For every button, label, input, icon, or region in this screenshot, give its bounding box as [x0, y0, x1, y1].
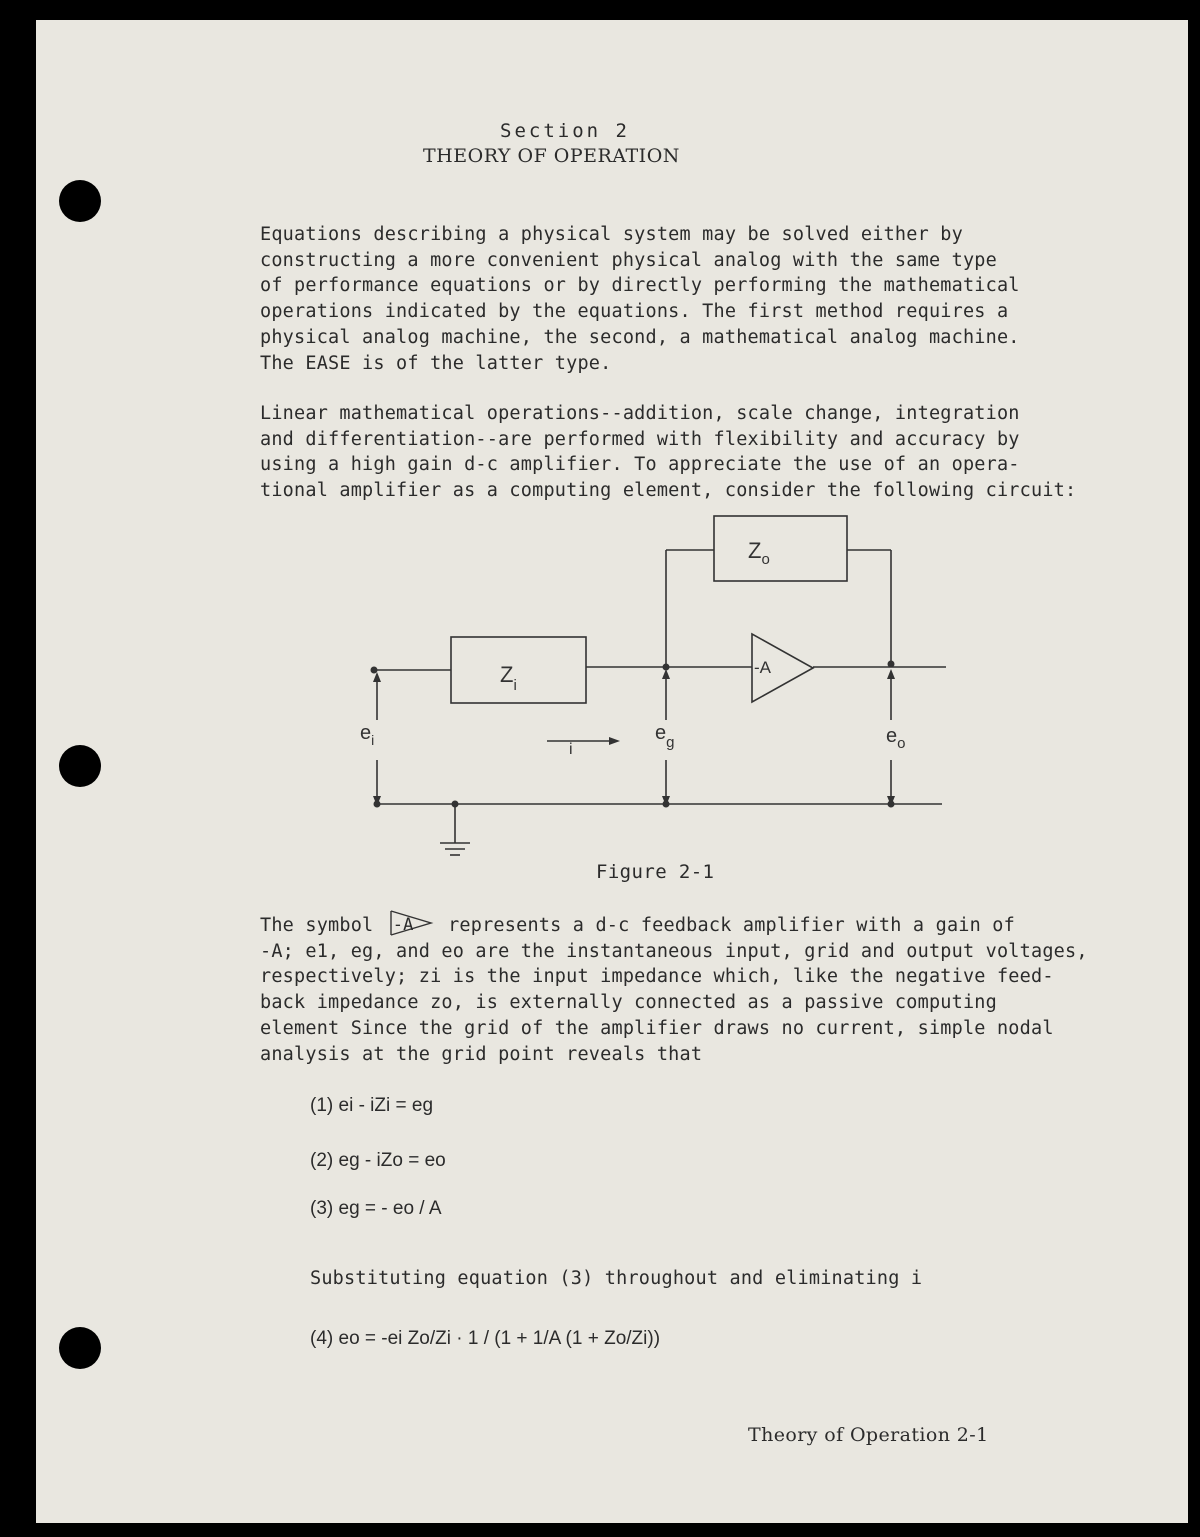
page-footer: Theory of Operation 2-1	[748, 1424, 989, 1446]
text-line: tional amplifier as a computing element, consider the following circuit:	[260, 480, 1077, 502]
text-line: -A; e1, eg, and eo are the instantaneous input, grid and output voltages,	[260, 940, 1088, 962]
text-segment: represents a d-c feedback amplifier with a gain of	[448, 915, 1015, 936]
text-line: of performance equations or by directly performing the mathematical	[260, 275, 1020, 297]
equation-1: (1) ei - iZi = eg	[310, 1095, 434, 1116]
paragraph-symbol	[260, 913, 1088, 1067]
equation-2: (2) eg - iZo = eo	[310, 1150, 446, 1171]
section-label: Section 2	[500, 120, 630, 142]
equation-4: (4) eo = -ei Zo/Zi · 1 / (1 + 1/A (1 + Zo/Zi))	[310, 1328, 661, 1349]
text-line: and differentiation--are performed with flexibility and accuracy by	[260, 428, 1020, 450]
text-line: element Since the grid of the amplifier draws no current, simple nodal	[260, 1017, 1054, 1039]
text-line: physical analog machine, the second, a mathematical analog machine.	[260, 326, 1020, 348]
text-line: operations indicated by the equations. The first method requires a	[260, 301, 1009, 323]
ei-label: $e_i$	[360, 722, 375, 748]
text-segment: The symbol	[260, 915, 374, 936]
page-title: THEORY OF OPERATION	[423, 145, 680, 167]
feedback-impedance-box	[714, 516, 847, 581]
zo-label: $Z_o$	[748, 538, 770, 568]
text-line: using a high gain d-c amplifier. To appreciate the use of an opera-	[260, 454, 1020, 476]
text-line: constructing a more convenient physical analog with the same type	[260, 249, 997, 271]
input-impedance-box	[451, 637, 586, 703]
current-label: i	[569, 741, 573, 758]
text-line: Equations describing a physical system may be solved either by	[260, 224, 963, 245]
zi-label: $Z_i$	[500, 662, 517, 694]
text-line: The EASE is of the latter type.	[260, 352, 612, 374]
amplifier-label: -A	[754, 658, 771, 677]
text-line: back impedance zo, is externally connected as a passive computing	[260, 992, 997, 1014]
figure-caption: Figure 2-1	[596, 861, 715, 883]
substituting-text: Substituting equation (3) throughout and eliminating i	[310, 1268, 923, 1289]
eo-label: $e_o$	[886, 725, 906, 752]
text-line: respectively; zi is the input impedance which, like the negative feed-	[260, 966, 1054, 988]
amplifier-symbol-icon: -A	[387, 913, 435, 937]
text-line: analysis at the grid point reveals that	[260, 1043, 703, 1065]
eg-label: $e_g$	[655, 722, 675, 751]
text-line: Linear mathematical operations--addition, scale change, integration	[260, 403, 1020, 424]
equation-3: (3) eg = - eo / A	[310, 1198, 442, 1219]
